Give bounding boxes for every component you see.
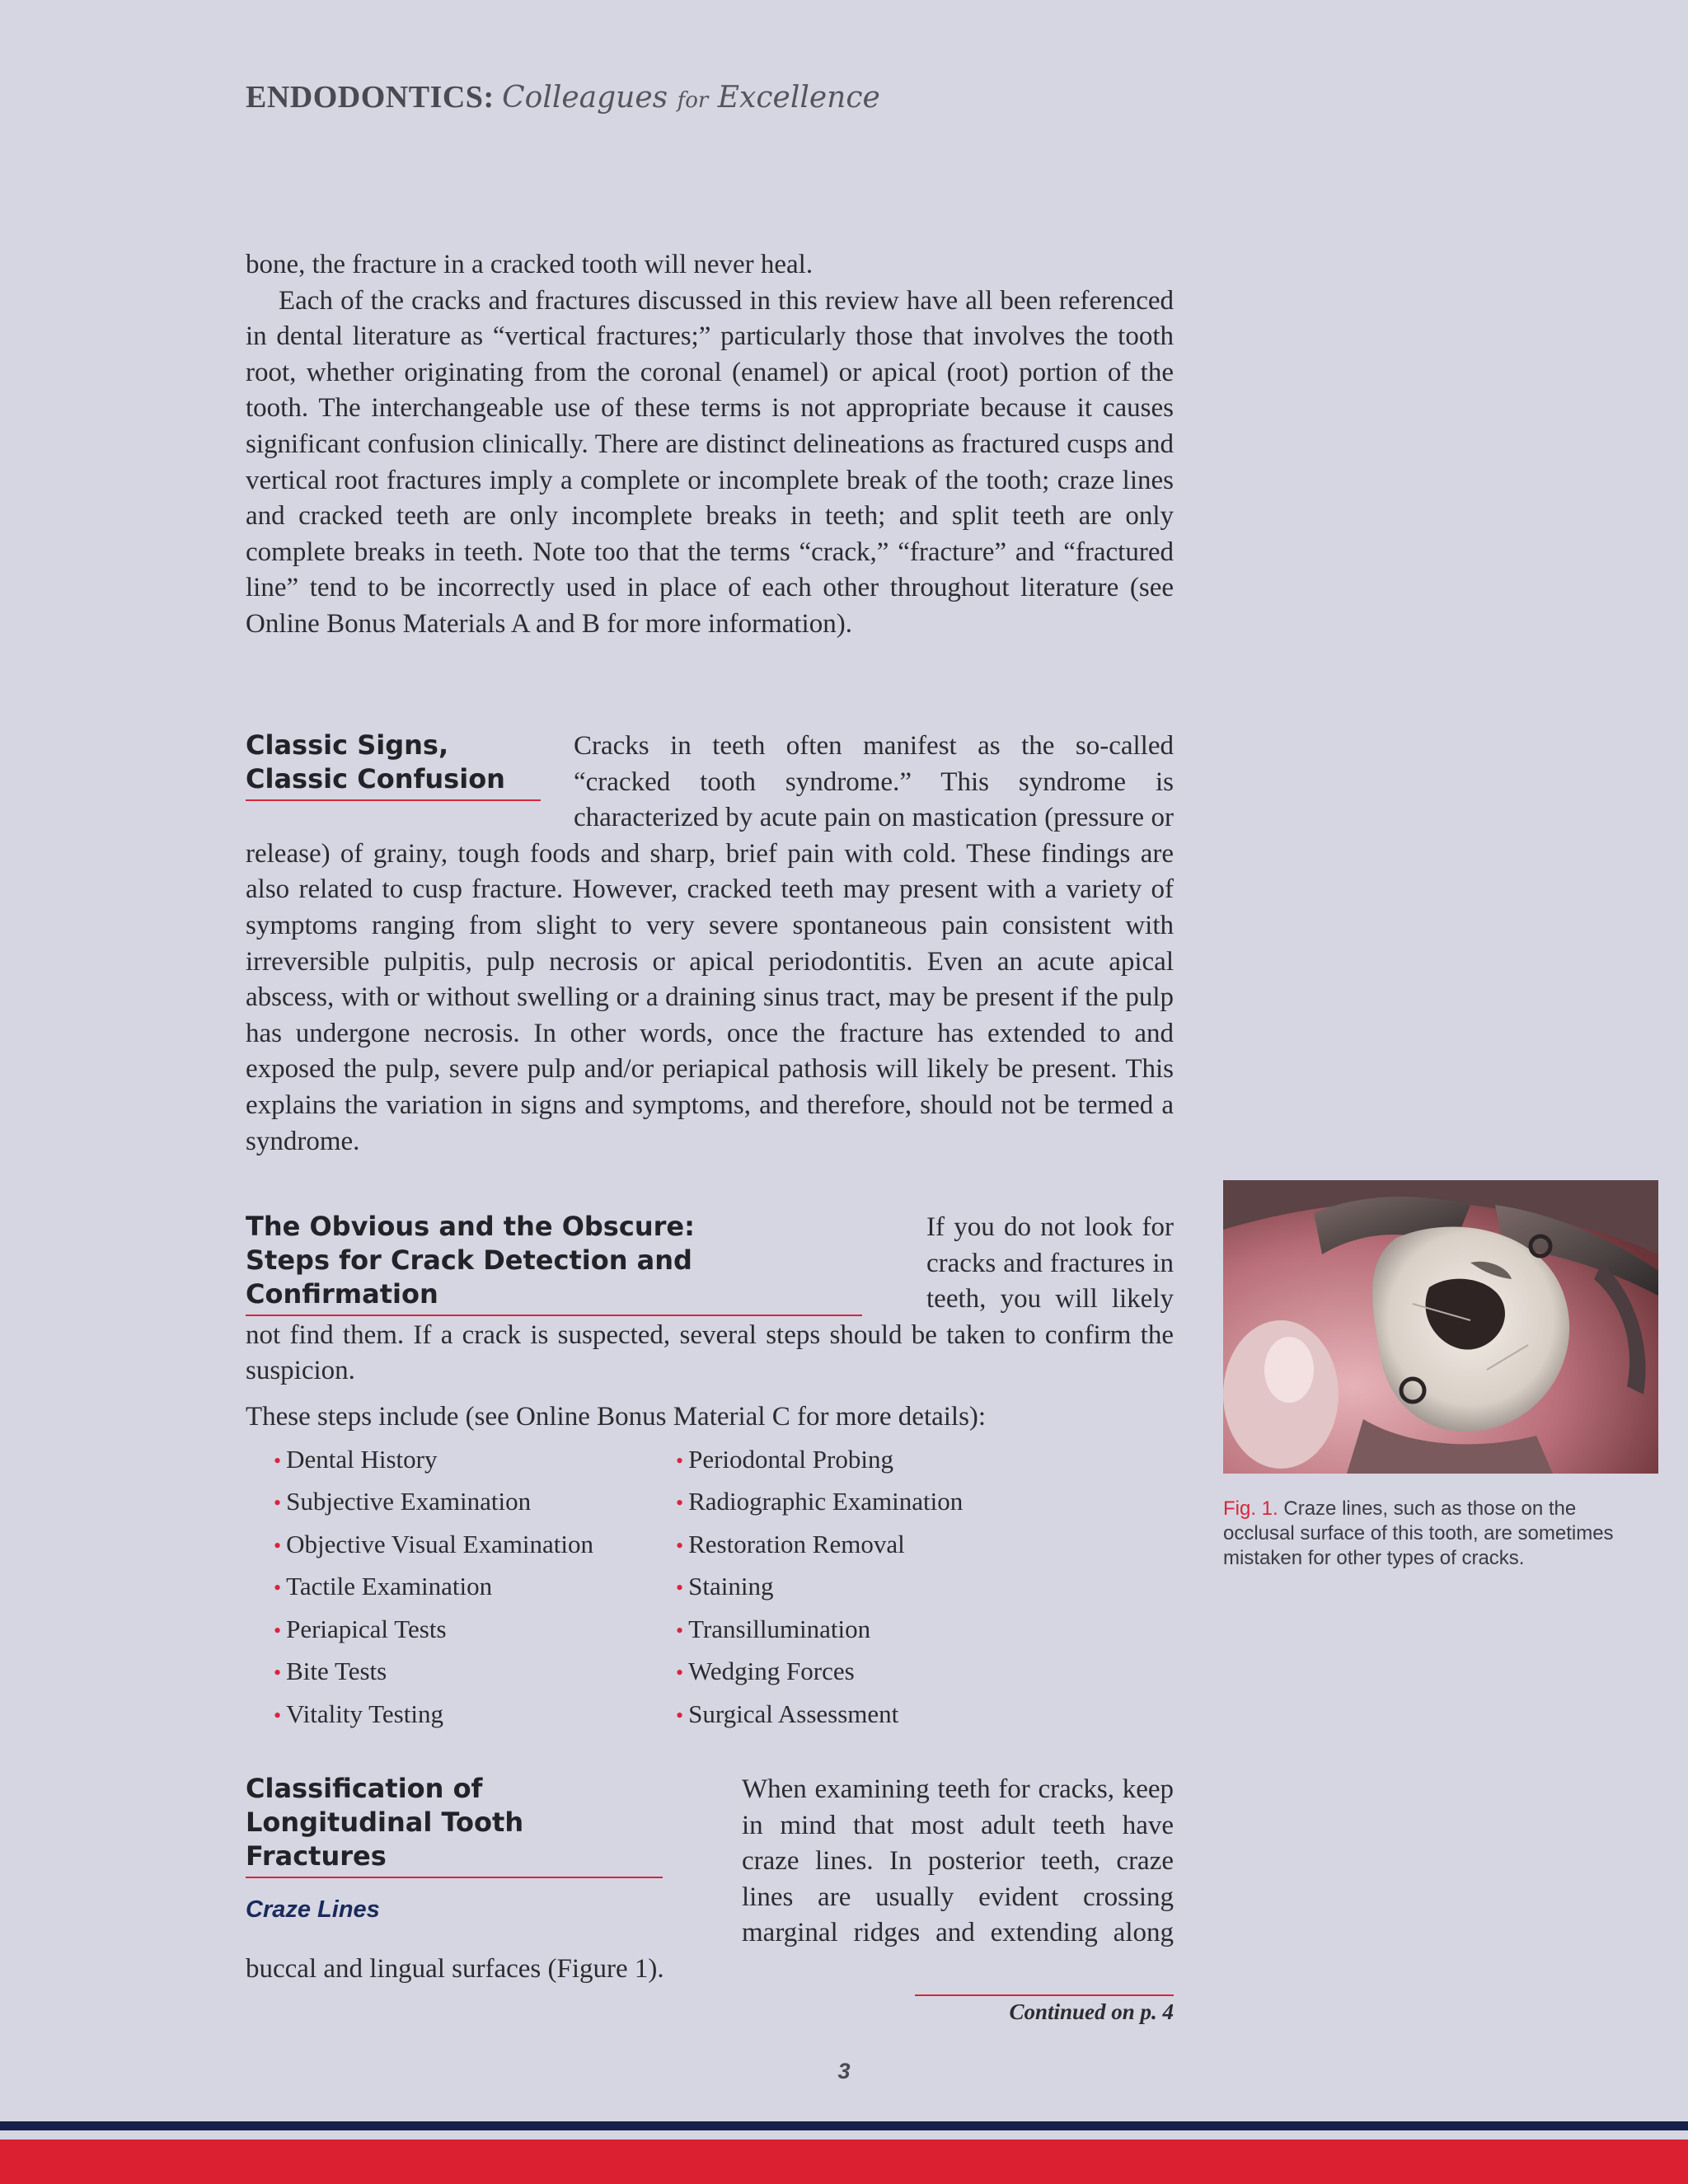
continued-divider: [915, 1994, 1174, 1996]
step-label: Periapical Tests: [286, 1614, 447, 1643]
step-label: Bite Tests: [286, 1657, 387, 1686]
list-item: [274, 1527, 676, 1563]
section-body-classification: When examining teeth for cracks, keep in mind that most adult teeth have craze lines. In posterior teeth, craze lines are usually evident crossing marginal ridges and extending along buccal and lingual surfaces (Figure 1).: [246, 1774, 1174, 1984]
step-label: Subjective Examination: [286, 1487, 532, 1516]
list-item: [676, 1527, 1137, 1563]
list-item: [274, 1697, 676, 1732]
figure-caption: [1223, 1497, 1652, 1571]
step-label: Staining: [688, 1572, 774, 1601]
continued-link[interactable]: Continued on p. 4: [1009, 1999, 1174, 2024]
bullet-icon: •: [274, 1533, 282, 1558]
step-label: Objective Visual Examination: [286, 1529, 594, 1558]
page-number: 3: [837, 2059, 851, 2083]
masthead-brand: ENDODONTICS:: [246, 80, 495, 115]
list-item: [676, 1697, 1137, 1732]
bullet-icon: •: [274, 1661, 282, 1685]
heading-line: Steps for Crack Detection and Confirmation: [246, 1244, 862, 1316]
list-item: [676, 1484, 1137, 1520]
list-item: [676, 1654, 1137, 1690]
step-label: Transillumination: [688, 1614, 871, 1643]
heading-line: The Obvious and the Obscure:: [246, 1211, 695, 1242]
list-item: [274, 1484, 676, 1520]
footer-bar-red: [0, 2139, 1688, 2184]
step-label: Dental History: [286, 1444, 438, 1474]
bullet-icon: •: [676, 1533, 684, 1558]
heading-line: Longitudinal Tooth Fractures: [246, 1806, 663, 1878]
intro-section: [246, 247, 1174, 643]
step-label: Restoration Removal: [688, 1529, 905, 1558]
figure-tooth-photo: [1223, 1180, 1658, 1474]
bullet-icon: •: [676, 1661, 684, 1685]
bullet-icon: •: [274, 1448, 282, 1473]
section-heading-obvious-obscure: [246, 1210, 893, 1316]
section-body-classic-signs: Cracks in teeth often manifest as the so-called “cracked tooth syndrome.” This syndrome is characterized by acute pain on mastication (pressure or release) of grainy, tough foods and sharp, brief pain with cold. These findings are also related to cusp fracture. However, cracked teeth may present with a variety of symptoms ranging from slight to very severe spontaneous pain consistent with irreversible pulpitis, pulp necrosis or apical periodontitis. Even an acute apical abscess, with or without swelling or a draining sinus tract, may be present if the pulp has undergone necrosis. In other words, once the fracture has extended to and exposed the pulp, severe pulp and/or periapical pathosis will likely be present. This explains the variation in signs and symptoms, and therefore, should not be termed a syndrome.: [246, 731, 1174, 1156]
footer-bar-navy: [0, 2121, 1688, 2130]
step-label: Surgical Assessment: [688, 1699, 899, 1728]
section-obvious-obscure: [246, 1210, 1174, 1732]
tooth-photo-illustration: [1223, 1180, 1658, 1474]
tagline-part1: Colleagues: [502, 81, 668, 115]
bullet-icon: •: [676, 1448, 684, 1473]
tagline-for: for: [677, 88, 709, 113]
heading-line: Classification of: [246, 1773, 483, 1804]
bullet-icon: •: [676, 1703, 684, 1727]
subheading-craze-lines: Craze Lines: [246, 1896, 380, 1923]
section-classic-signs: [246, 729, 1174, 1160]
bullet-icon: •: [676, 1618, 684, 1643]
list-item: [676, 1442, 1137, 1478]
intro-paragraph: Each of the cracks and fractures discussed in this review have all been referenced in dental literature as “vertical fractures;” particularly those that involves the tooth root, whether originating from the coronal (enamel) or apical (root) portion of the tooth. The interchangeable use of these terms is not appropriate because it causes significant confusion clinically. There are distinct delineations as fractured cusps and vertical root fractures imply a complete or incomplete break of the tooth; craze lines and cracked teeth are only incomplete breaks in teeth; and split teeth are only complete breaks in teeth. Note too that the terms “crack,” “fracture” and “fractured line” tend to be incorrectly used in place of each other throughout literature (see Online Bonus Materials A and B for more information).: [246, 285, 1174, 639]
intro-continuation: bone, the fracture in a cracked tooth will never heal.: [246, 250, 814, 279]
bullet-icon: •: [676, 1491, 684, 1516]
tagline-part2: Excellence: [717, 81, 880, 115]
step-label: Wedging Forces: [688, 1657, 855, 1686]
list-item: [274, 1612, 676, 1647]
bullet-icon: •: [274, 1576, 282, 1601]
masthead: [246, 79, 880, 115]
bullet-icon: •: [274, 1618, 282, 1643]
step-label: Radiographic Examination: [688, 1487, 964, 1516]
list-item: [676, 1569, 1137, 1605]
step-label: Tactile Examination: [286, 1572, 493, 1601]
section-heading-classic-signs: [246, 729, 541, 801]
step-label: Periodontal Probing: [688, 1444, 893, 1474]
bullet-icon: •: [676, 1576, 684, 1601]
steps-intro: These steps include (see Online Bonus Material C for more details):: [246, 1401, 987, 1432]
figure-caption-text: Craze lines, such as those on the occlusal surface of this tooth, are sometimes mistaken for other types of cracks.: [1223, 1497, 1614, 1569]
step-label: Vitality Testing: [286, 1699, 443, 1728]
section-classification: [246, 1772, 1174, 1988]
bullet-icon: •: [274, 1703, 282, 1727]
heading-line: Classic Signs,: [246, 729, 449, 761]
masthead-tagline: [502, 81, 880, 115]
list-item: [274, 1654, 676, 1690]
bullet-icon: •: [274, 1491, 282, 1516]
figure-label: Fig. 1.: [1223, 1497, 1278, 1520]
section-body-obvious-obscure: If you do not look for cracks and fractures in teeth, you will likely not find them. If a crack is suspected, several steps should be taken to confirm the suspicion.: [246, 1212, 1174, 1386]
steps-list: [274, 1442, 1174, 1732]
list-item: [274, 1442, 676, 1478]
list-item: [274, 1569, 676, 1605]
list-item: [676, 1612, 1137, 1647]
heading-line: Classic Confusion: [246, 762, 541, 801]
section-heading-classification: [246, 1772, 709, 1927]
